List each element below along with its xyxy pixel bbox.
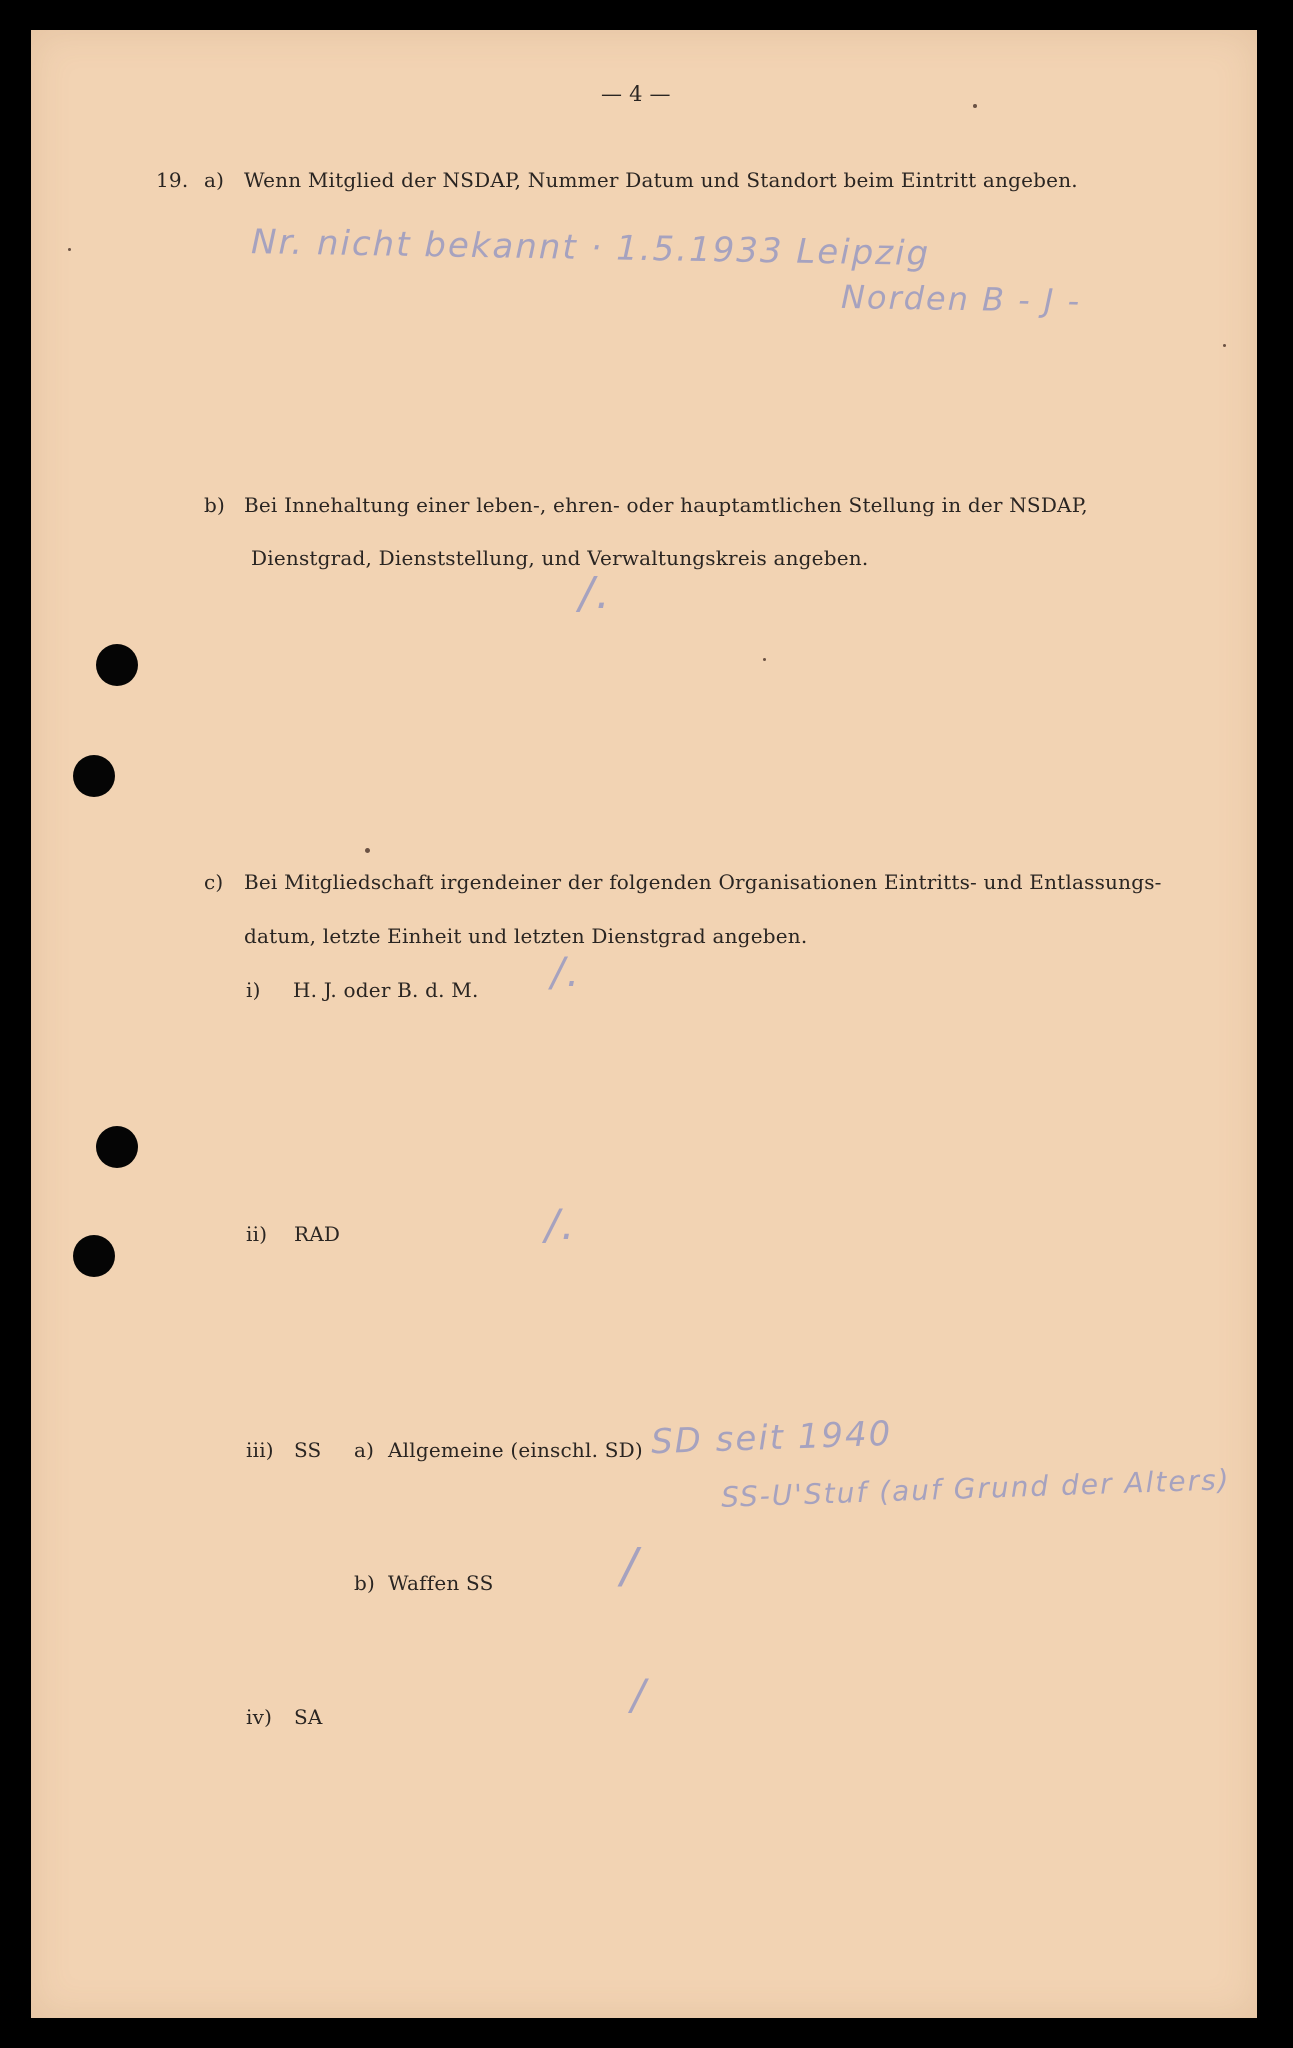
handwritten-answer-iii-a-line2: SS-U'Stuf (auf Grund der Alters) (720, 1463, 1232, 1514)
punch-hole (73, 1235, 115, 1277)
item-i-text: H. J. oder B. d. M. (293, 978, 479, 1002)
paper-speck (973, 104, 977, 108)
item-iii-sub-a-label: a) (354, 1438, 375, 1462)
item-i-label: i) (246, 978, 261, 1002)
handwritten-answer-iii-b: / (621, 1538, 640, 1594)
document-page (31, 30, 1257, 2018)
item-iii-sub-b-label: b) (354, 1571, 376, 1595)
question-a-label: a) (204, 168, 225, 192)
question-a-text: Wenn Mitglied der NSDAP, Nummer Datum und Standort beim Eintritt angeben. (244, 168, 1078, 192)
page-number: — 4 — (601, 82, 671, 106)
question-b-text-line1: Bei Innehaltung einer leben-, ehren- oder hauptamtlichen Stellung in der NSDAP, (244, 493, 1088, 517)
item-ii-label: ii) (246, 1222, 268, 1246)
punch-hole (96, 1126, 138, 1168)
question-c-text-line1: Bei Mitgliedschaft irgendeiner der folgenden Organisationen Eintritts- und Entlassungs- (244, 870, 1162, 894)
handwritten-answer-iv: / (631, 1670, 648, 1719)
paper-speck (763, 658, 766, 661)
item-ii-text: RAD (294, 1222, 341, 1246)
item-iv-text: SA (294, 1705, 323, 1729)
handwritten-answer-i: /. (551, 950, 582, 996)
paper-speck (365, 848, 370, 853)
handwritten-answer-ii: /. (545, 1200, 577, 1249)
handwritten-answer-b: /. (579, 568, 612, 619)
handwritten-answer-iii-a-line1: SD seit 1940 (650, 1413, 893, 1463)
handwritten-answer-a-line2: Norden B - J - (840, 277, 1082, 321)
paper-speck (68, 248, 71, 251)
question-number: 19. (156, 168, 189, 192)
item-iv-label: iv) (246, 1705, 273, 1729)
question-c-label: c) (204, 870, 224, 894)
item-iii-sub-a-text: Allgemeine (einschl. SD) (388, 1438, 643, 1462)
item-iii-label: iii) (246, 1438, 274, 1462)
question-c-text-line2: datum, letzte Einheit und letzten Dienstgrad angeben. (244, 924, 808, 948)
question-b-label: b) (204, 493, 226, 517)
punch-hole (96, 644, 138, 686)
item-iii-sub-b-text: Waffen SS (388, 1571, 494, 1595)
punch-hole (73, 755, 115, 797)
item-iii-text: SS (294, 1438, 322, 1462)
question-b-text-line2: Dienstgrad, Dienststellung, und Verwaltungskreis angeben. (251, 546, 869, 570)
handwritten-answer-a-line1: Nr. nicht bekannt · 1.5.1933 Leipzig (250, 222, 931, 274)
paper-speck (1223, 344, 1226, 347)
